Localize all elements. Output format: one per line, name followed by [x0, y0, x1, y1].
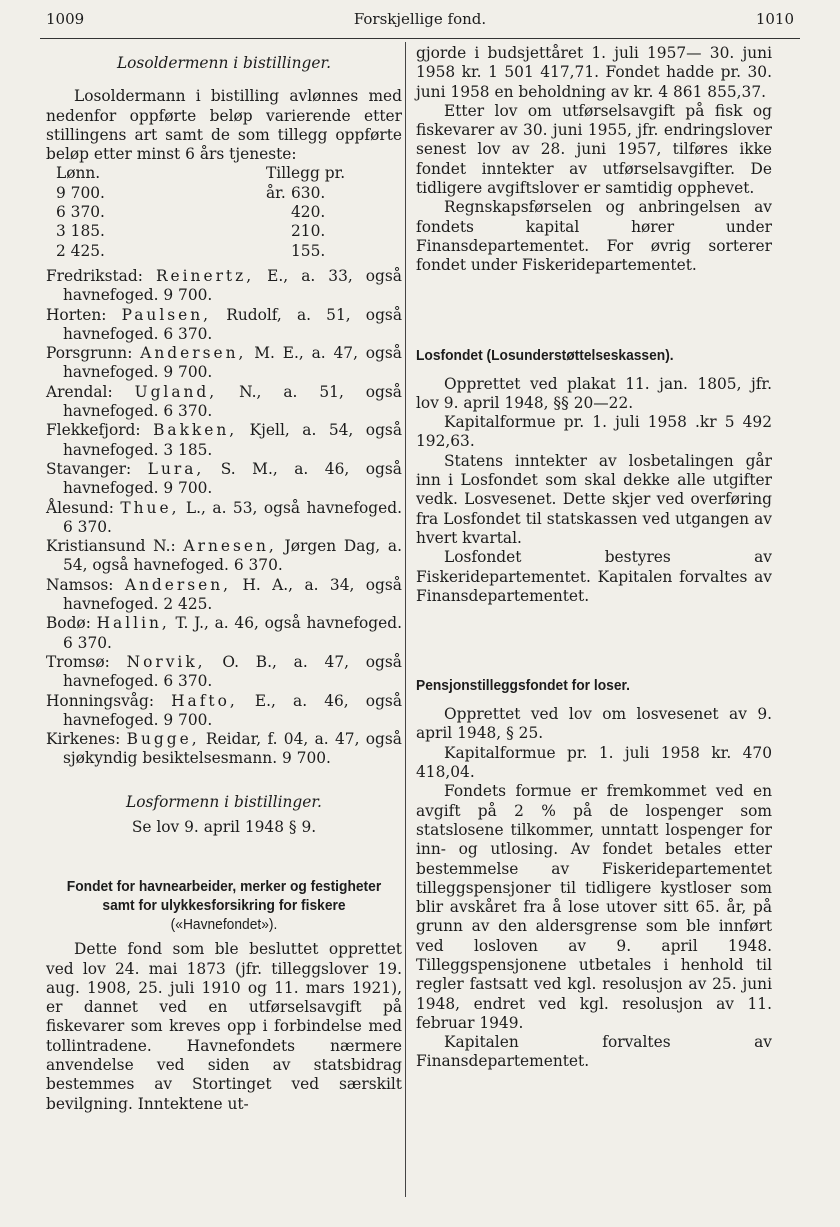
entry-name: Bakken, [153, 421, 238, 440]
section-title-losformenn: Losformenn i bistillinger. [126, 792, 322, 811]
havnefondet-continued-2: Etter lov om utførselsavgift på fisk og fiskevarer av 30. juni 1955, jfr. endringslover senest lov av 28. juni 1957, tilføres ikke fondet inntekter av utførselsavgifter. De tidligere avgiftslover er samtidig opphevet. [416, 101, 772, 198]
section-title-pensjonstillegg: Pensjonstilleggsfondet for loser. [416, 677, 630, 695]
roster-entry [46, 267, 402, 306]
pay-lonn: 6 370. [56, 203, 105, 222]
roster-entry [46, 730, 402, 769]
page-header [46, 10, 794, 36]
entry-details: O. B., a. 47, også havnefoged. 6 370. [63, 652, 402, 691]
losfondet-text-3: Statens inntekter av losbetalingen går inn i Losfondet som skal dekke alle utgifter vedk. Losvesenet. Dette skjer ved overføring fra Losfondet til statskassen ved utgangen av hvert kvartal. [416, 451, 772, 547]
entry-name: Thue, [120, 498, 180, 517]
section-title-losfondet: Losfondet (Losunderstøttelseskassen). [416, 346, 674, 364]
entry-place: Arendal: [46, 382, 113, 401]
entry-name: Ugland, [134, 382, 218, 401]
pay-row [56, 242, 366, 261]
entry-place: Kristiansund N.: [46, 537, 176, 556]
pay-tillegg: 155. [291, 241, 326, 260]
entry-details: Jørgen Dag, a. 54, også havnefoged. 6 370. [63, 537, 402, 575]
pay-lonn: 2 425. [56, 241, 105, 260]
entry-name: Lura, [147, 459, 205, 478]
entry-place: Bodø: [46, 614, 91, 633]
roster-entry [46, 460, 402, 499]
pension-text-2: Kapitalformue pr. 1. juli 1958 kr. 470 418,04. [416, 743, 772, 782]
losfondet-text-2: Kapitalformue pr. 1. juli 1958 .kr 5 492 192,63. [416, 413, 772, 451]
right-column [416, 44, 772, 1072]
entry-place: Namsos: [46, 575, 114, 594]
losfondet-text-4: Losfondet bestyres av Fiskeridepartementet. Kapitalen forvaltes av Finansdepartementet. [416, 548, 772, 605]
pay-lonn: 9 700. [56, 183, 105, 202]
entry-place: Honningsvåg: [46, 691, 155, 710]
entry-name: Norvik, [126, 652, 206, 671]
roster-entry [46, 614, 402, 653]
section-title-havnefondet [60, 877, 388, 934]
running-title: Forskjellige fond. [353, 10, 487, 28]
losoldermenn-intro: Losoldermann i bistilling avlønnes med nedenfor oppførte beløp varierende etter stillingens art samt de som tillegg oppførte beløp etter minst 6 års tjeneste: [46, 87, 402, 164]
pay-tillegg: 630. [291, 183, 326, 202]
entry-details: L., a. 53, også havnefoged. 6 370. [63, 498, 402, 536]
havnefondet-title-main: Fondet for havnearbeider, merker og festigheter samt for ulykkesforsikring for fiskere [66, 878, 382, 915]
havnefondet-continued-1: gjorde i budsjettåret 1. juli 1957— 30. juni 1958 kr. 1 501 417,71. Fondet hadde pr. 30. juni 1958 en beholdning av kr. 4 861 855,37. [416, 44, 772, 101]
pay-lonn: 3 185. [56, 222, 105, 241]
column-divider [405, 42, 406, 1197]
header-rule [40, 38, 800, 39]
roster-entry [46, 537, 402, 576]
entry-details: M. E., a. 47, også havnefoged. 9 700. [63, 344, 402, 382]
entry-details: H. A., a. 34, også havnefoged. 2 425. [63, 575, 402, 614]
entry-details: N., a. 51, også havnefoged. 6 370. [63, 382, 402, 421]
page-number-left: 1009 [46, 10, 85, 28]
entry-place: Horten: [46, 305, 107, 324]
roster-entry [46, 421, 402, 460]
roster-entry [46, 383, 402, 422]
roster-entry [46, 344, 402, 383]
entry-place: Kirkenes: [46, 730, 121, 749]
roster-entry [46, 576, 402, 615]
left-column [46, 44, 402, 1114]
losfondet-text-1: Opprettet ved plakat 11. jan. 1805, jfr. lov 9. april 1948, §§ 20—22. [416, 374, 772, 412]
entry-place: Stavanger: [46, 459, 132, 478]
entry-details: S. M., a. 46, også havnefoged. 9 700. [63, 459, 402, 498]
entry-name: Paulsen, [121, 305, 212, 324]
entry-place: Tromsø: [46, 652, 110, 671]
entry-details: Rudolf, a. 51, også havnefoged. 6 370. [63, 305, 402, 343]
roster-list [46, 267, 402, 769]
pay-table-header [56, 164, 366, 183]
entry-name: Hallin, [96, 614, 170, 633]
pay-header-lonn: Lønn. [56, 164, 101, 183]
losformenn-text: Se lov 9. april 1948 § 9. [131, 817, 317, 836]
havnefondet-title-sub: («Havnefondet»). [170, 916, 278, 934]
pension-text-3: Fondets formue er fremkommet ved en avgift på 2 % på de lospenger som statslosene tilkommer, unntatt lospenger for inn- og utlosing. Av fondet betales etter bestemmelse av Fiskeridepartementet tilleggspensjoner til tidligere kystloser som blir avskåret fra å lose utover sitt 65. år, på grunn av den aldersgrense som ble innført ved losloven av 9. april 1948. Tilleggspensjonene utbetales i henhold til regler fastsatt ved kgl. resolusjon av 25. juni 1948, endret ved kgl. resolusjon av 11. februar 1949. [416, 782, 772, 1032]
entry-name: Andersen, [124, 575, 232, 594]
roster-entry [46, 306, 402, 345]
page-number-right: 1010 [755, 10, 794, 28]
havnefondet-text: Dette fond som ble besluttet opprettet ved lov 24. mai 1873 (jfr. tilleggslover 19. aug. 1908, 25. juli 1910 og 11. mars 1921), er dannet ved en utførselsavgift på fiskevarer som kreves opp i forbindelse med tollintradene. Havnefondets nærmere anvendelse ved siden av statsbidrag bestemmes av Stortinget ved særskilt bevilgning. Inntektene ut- [46, 940, 402, 1113]
pay-header-tillegg: Tillegg pr. år. [266, 164, 346, 202]
pension-text-1: Opprettet ved lov om losvesenet av 9. april 1948, § 25. [416, 705, 772, 743]
roster-entry [46, 653, 402, 692]
entry-details: Reidar, f. 04, a. 47, også sjøkyndig besiktelsesmann. 9 700. [63, 730, 402, 768]
section-title-losoldermenn: Losoldermenn i bistillinger. [116, 54, 332, 72]
entry-name: Andersen, [140, 344, 247, 363]
pension-text-4: Kapitalen forvaltes av Finansdepartementet. [416, 1033, 772, 1071]
entry-details: E., a. 46, også havnefoged. 9 700. [63, 691, 402, 729]
entry-name: Arnesen, [183, 537, 277, 556]
entry-place: Porsgrunn: [46, 344, 133, 363]
entry-details: T. J., a. 46, også havnefoged. 6 370. [63, 614, 402, 652]
entry-name: Bugge, [126, 730, 200, 749]
pay-row [56, 222, 366, 241]
roster-entry [46, 499, 402, 538]
roster-entry [46, 692, 402, 731]
entry-details: Kjell, a. 54, også havnefoged. 3 185. [63, 421, 402, 459]
entry-name: Reinertz, [155, 266, 255, 285]
entry-place: Fredrikstad: [46, 266, 143, 285]
entry-details: E., a. 33, også havnefogеd. 9 700. [63, 266, 402, 305]
entry-place: Ålesund: [46, 498, 114, 517]
entry-place: Flekkefjord: [46, 421, 141, 440]
pay-row [56, 203, 366, 222]
entry-name: Hafto, [171, 691, 238, 710]
pay-tillegg: 420. [291, 203, 326, 222]
havnefondet-continued-3: Regnskapsførselen og anbringelsen av fondets kapital hører under Finansdepartementet. For øvrig sorterer fondet under Fiskeridepartementet. [416, 198, 772, 275]
pay-tillegg: 210. [291, 222, 326, 241]
pay-table [56, 164, 366, 260]
